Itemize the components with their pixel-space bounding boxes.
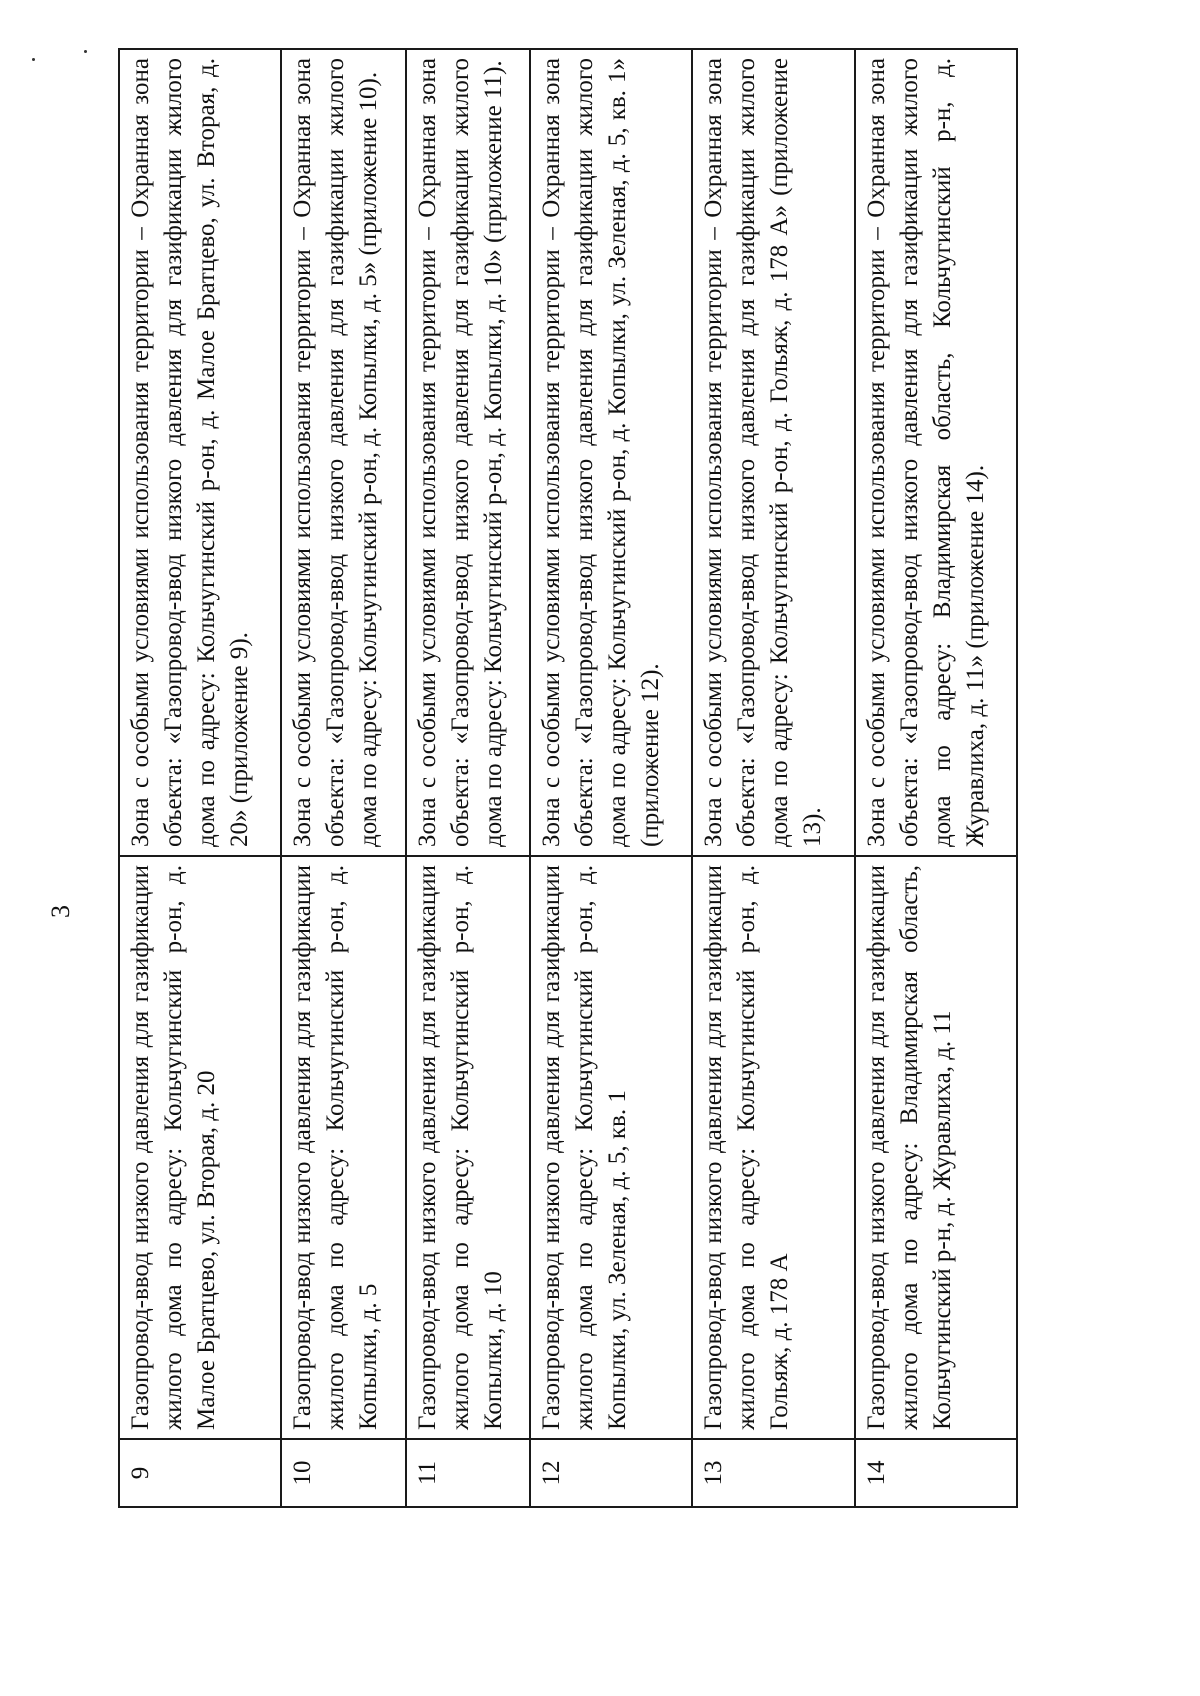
row-number-cell: 11 (406, 1439, 530, 1507)
scan-speck (32, 58, 35, 61)
row-number-cell: 9 (119, 1439, 281, 1507)
object-name-cell: Газопровод-ввод низкого давления для газификации жилого дома по адресу: Кольчугинский р-он, д. Копылки, ул. Зеленая, д. 5, кв. 1 (530, 856, 692, 1439)
object-name-cell: Газопровод-ввод низкого давления для газификации жилого дома по адресу: Владимирская область, Кольчугинский р-н, д. Журавлиха, д. 11 (855, 856, 1017, 1439)
row-number-cell: 12 (530, 1439, 692, 1507)
object-name-cell: Газопровод-ввод низкого давления для газификации жилого дома по адресу: Кольчугинский р-он, д. Малое Братцево, ул. Вторая, д. 20 (119, 856, 281, 1439)
protection-zone-cell: Зона с особыми условиями использования территории – Охранная зона объекта: «Газопровод-ввод низкого давления для газификации жилого дома по адресу: Кольчугинский р-он, д. Малое Братцево, ул. Вторая, д. 20» (приложение 9). (119, 49, 281, 856)
row-number-cell: 14 (855, 1439, 1017, 1507)
page-number: 3 (46, 905, 75, 918)
scan-speck (84, 50, 87, 53)
protection-zone-cell: Зона с особыми условиями использования территории – Охранная зона объекта: «Газопровод-ввод низкого давления для газификации жилого дома по адресу: Кольчугинский р-он, д. Гольяж, д. 178 А» (приложение 13). (692, 49, 854, 856)
protection-zone-cell: Зона с особыми условиями использования территории – Охранная зона объекта: «Газопровод-ввод низкого давления для газификации жилого дома по адресу: Владимирская область, Кольчугинский р-н, д. Журавлиха, д. 11» (приложение 14). (855, 49, 1017, 856)
protection-zone-cell: Зона с особыми условиями использования территории – Охранная зона объекта: «Газопровод-ввод низкого давления для газификации жилого дома по адресу: Кольчугинский р-он, д. Копылки, д. 10» (приложение 11). (406, 49, 530, 856)
row-number-cell: 10 (281, 1439, 405, 1507)
table-row (692, 49, 854, 1507)
protection-zone-cell: Зона с особыми условиями использования территории – Охранная зона объекта: «Газопровод-ввод низкого давления для газификации жилого дома по адресу: Кольчугинский р-он, д. Копылки, д. 5» (приложение 10). (281, 49, 405, 856)
object-name-cell: Газопровод-ввод низкого давления для газификации жилого дома по адресу: Кольчугинский р-он, д. Копылки, д. 5 (281, 856, 405, 1439)
protection-zone-cell: Зона с особыми условиями использования территории – Охранная зона объекта: «Газопровод-ввод низкого давления для газификации жилого дома по адресу: Кольчугинский р-он, д. Копылки, ул. Зеленая, д. 5, кв. 1» (приложение 12). (530, 49, 692, 856)
row-number-cell: 13 (692, 1439, 854, 1507)
table-row (406, 49, 530, 1507)
table-row (855, 49, 1017, 1507)
table-row (281, 49, 405, 1507)
table-row (530, 49, 692, 1507)
gas-pipeline-table (118, 48, 1018, 1508)
table-row (119, 49, 281, 1507)
object-name-cell: Газопровод-ввод низкого давления для газификации жилого дома по адресу: Кольчугинский р-он, д. Гольяж, д. 178 А (692, 856, 854, 1439)
rotated-table-container (118, 48, 1018, 1508)
object-name-cell: Газопровод-ввод низкого давления для газификации жилого дома по адресу: Кольчугинский р-он, д. Копылки, д. 10 (406, 856, 530, 1439)
